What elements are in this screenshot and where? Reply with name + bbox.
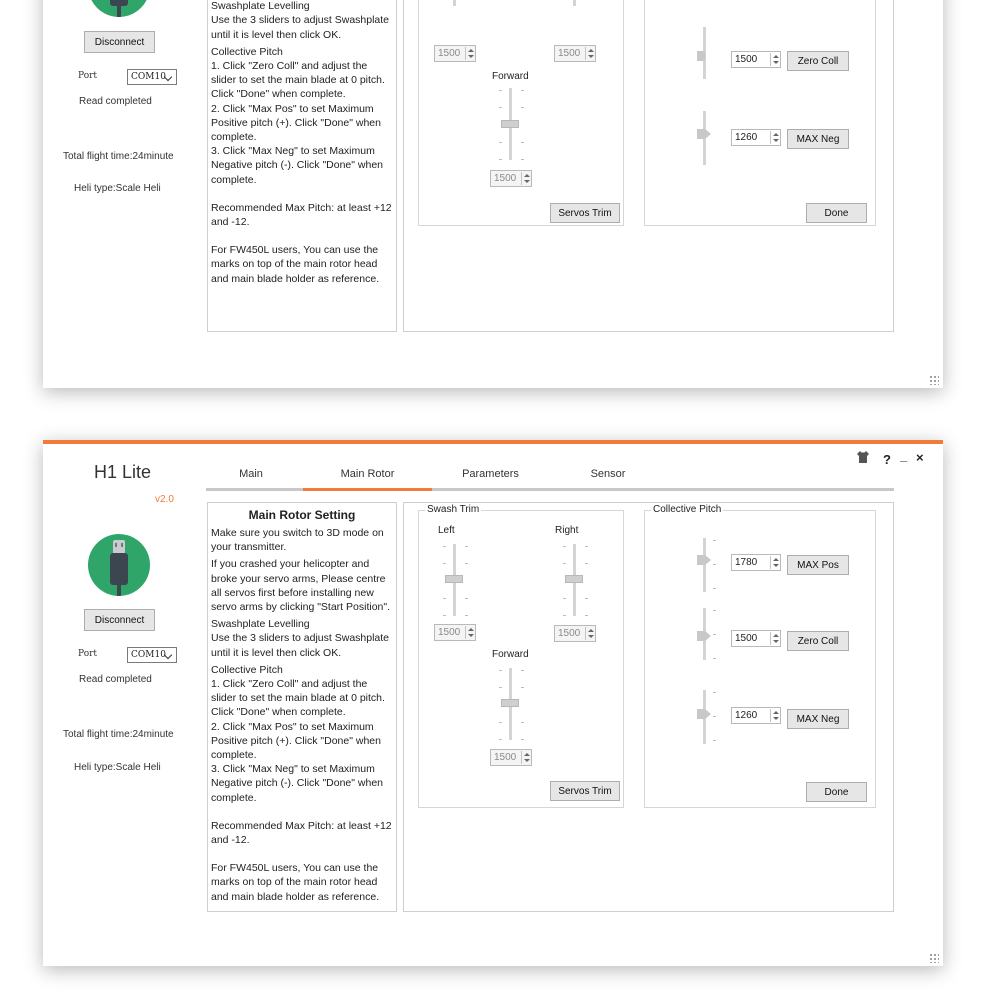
right-trim-input[interactable] [554, 625, 596, 642]
heli-type: Heli type:Scale Heli [74, 762, 161, 773]
servos-trim-button[interactable]: Servos Trim [550, 203, 620, 223]
zero-coll-value: 1500 [735, 54, 758, 65]
zero-coll-button[interactable]: Zero Coll [787, 631, 849, 651]
disconnect-button[interactable]: Disconnect [84, 609, 155, 631]
instructions-title: Main Rotor Setting [248, 508, 356, 522]
max-neg-input[interactable] [731, 129, 781, 146]
right-slider[interactable] [573, 0, 576, 6]
forward-slider-thumb[interactable] [501, 699, 519, 707]
instructions-text [208, 526, 396, 904]
collective-pitch-title: Collective Pitch [653, 504, 722, 515]
resize-grip-icon[interactable] [929, 953, 939, 963]
instructions-p6: For FW450L users, You can use the marks on top of the main rotor head and main blade holder as reference. [211, 244, 380, 285]
max-pos-slider-thumb[interactable] [705, 555, 711, 565]
zero-coll-button[interactable]: Zero Coll [787, 51, 849, 71]
spin-arrows-icon[interactable] [770, 556, 779, 569]
app-window-top [43, 0, 943, 388]
right-label: Right [555, 525, 579, 536]
instructions-p4: Collective Pitch 1. Click "Zero Coll" and adjust the slider to set the main blade at 0 pitch. Click "Done" when complete. 2. Click "Max Pos" to set Maximum Positive pitch (+). Click "Done" when complete. 3. Click "Max Neg" to set Maximum Negative pitch (-). Click "Done" when complete. [211, 663, 385, 804]
spin-arrows-icon[interactable] [521, 751, 530, 764]
usb-plug-icon [88, 0, 150, 17]
instructions-p1: Make sure you switch to 3D mode on your transmitter. [211, 527, 384, 554]
tab-main[interactable]: Main [239, 468, 263, 480]
forward-trim-value: 1500 [494, 752, 517, 763]
max-neg-button[interactable]: MAX Neg [787, 709, 849, 729]
done-button[interactable]: Done [806, 782, 867, 802]
forward-trim-input[interactable] [490, 749, 532, 766]
flight-time: Total flight time:24minute [63, 729, 174, 740]
shirt-icon[interactable] [856, 450, 870, 464]
collective-pitch-group [644, 0, 876, 226]
zero-coll-input[interactable] [731, 51, 781, 68]
instructions-p5: Recommended Max Pitch: at least +12 and -12. [211, 819, 392, 847]
instructions-p6: For FW450L users, You can use the marks on top of the main rotor head and main blade holder as reference. [211, 862, 380, 903]
max-pos-button[interactable]: MAX Pos [787, 555, 849, 575]
instructions-box [207, 0, 397, 332]
port-value: COM10 [131, 650, 166, 660]
right-trim-value: 1500 [558, 48, 581, 59]
instructions-p3: Swashplate Levelling Use the 3 sliders to adjust Swashplate until it is level then click OK. [211, 0, 390, 41]
read-status: Read completed [79, 674, 152, 685]
right-trim-value: 1500 [558, 628, 581, 639]
app-title: H1 Lite [94, 462, 152, 482]
help-button[interactable]: ? [883, 452, 891, 467]
read-status: Read completed [79, 96, 152, 107]
max-neg-slider-thumb[interactable] [705, 709, 711, 719]
spin-arrows-icon[interactable] [465, 47, 474, 60]
app-window [43, 440, 943, 966]
instructions-p5: Recommended Max Pitch: at least +12 and -12. [211, 201, 392, 229]
done-button[interactable]: Done [806, 203, 867, 223]
left-trim-value: 1500 [438, 48, 461, 59]
spin-arrows-icon[interactable] [585, 627, 594, 640]
port-select[interactable] [127, 647, 177, 663]
forward-slider-thumb[interactable] [501, 120, 519, 128]
max-neg-button[interactable]: MAX Neg [787, 129, 849, 149]
left-slider-thumb[interactable] [445, 575, 463, 583]
left-trim-input[interactable] [434, 624, 476, 641]
zero-coll-input[interactable] [731, 630, 781, 647]
left-trim-input[interactable] [434, 45, 476, 62]
spin-arrows-icon[interactable] [770, 131, 779, 144]
left-trim-value: 1500 [438, 627, 461, 638]
max-neg-slider-thumb[interactable] [705, 129, 711, 139]
spin-arrows-icon[interactable] [585, 47, 594, 60]
port-label: Port [78, 649, 98, 659]
instructions-p4: Collective Pitch 1. Click "Zero Coll" and adjust the slider to set the main blade at 0 pitch. Click "Done" when complete. 2. Click "Max Pos" to set Maximum Positive pitch (+). Click "Done" when complete. 3. Click "Max Neg" to set Maximum Negative pitch (-). Click "Done" when complete. [211, 45, 385, 186]
spin-arrows-icon[interactable] [770, 632, 779, 645]
spin-arrows-icon[interactable] [770, 53, 779, 66]
left-label: Left [438, 525, 455, 536]
port-value: COM10 [131, 72, 166, 82]
forward-label: Forward [492, 649, 529, 660]
app-version: v2.0 [155, 494, 174, 505]
max-pos-input[interactable] [731, 554, 781, 571]
right-trim-input[interactable] [554, 45, 596, 62]
max-neg-value: 1260 [735, 710, 758, 721]
minimize-button[interactable]: _ [900, 448, 908, 463]
forward-trim-value: 1500 [494, 173, 517, 184]
spin-arrows-icon[interactable] [770, 709, 779, 722]
tab-sensor[interactable]: Sensor [590, 468, 626, 480]
instructions-text [208, 0, 396, 286]
tab-parameters[interactable]: Parameters [462, 468, 519, 480]
servos-trim-button[interactable]: Servos Trim [550, 781, 620, 801]
port-label: Port [78, 71, 98, 81]
spin-arrows-icon[interactable] [465, 626, 474, 639]
forward-label: Forward [492, 71, 529, 82]
tab-main-rotor[interactable]: Main Rotor [340, 468, 395, 480]
max-pos-slider[interactable] [703, 538, 706, 592]
left-slider[interactable] [453, 0, 456, 6]
instructions-box [207, 502, 397, 912]
zero-coll-value: 1500 [735, 633, 758, 644]
right-slider-thumb[interactable] [565, 575, 583, 583]
max-pos-value: 1780 [735, 557, 758, 568]
zero-coll-slider-thumb[interactable] [705, 631, 711, 641]
instructions-p3: Swashplate Levelling Use the 3 sliders to adjust Swashplate until it is level then click OK. [211, 618, 390, 659]
tab-active-indicator [303, 488, 432, 491]
spin-arrows-icon[interactable] [521, 172, 530, 185]
max-neg-input[interactable] [731, 707, 781, 724]
flight-time: Total flight time:24minute [63, 151, 174, 162]
close-button[interactable]: × [916, 450, 924, 465]
resize-grip-icon[interactable] [929, 375, 939, 385]
disconnect-button[interactable]: Disconnect [84, 31, 155, 53]
port-select[interactable] [127, 69, 177, 85]
heli-type: Heli type:Scale Heli [74, 183, 161, 194]
instructions-p2: If you crashed your helicopter and broke your servo arms, Please centre all servos first before installing new servo arms by clicking "Start Position". [211, 558, 391, 614]
max-neg-value: 1260 [735, 132, 758, 143]
usb-plug-icon [88, 534, 150, 596]
swash-trim-title: Swash Trim [427, 504, 480, 515]
forward-trim-input[interactable] [490, 170, 532, 187]
